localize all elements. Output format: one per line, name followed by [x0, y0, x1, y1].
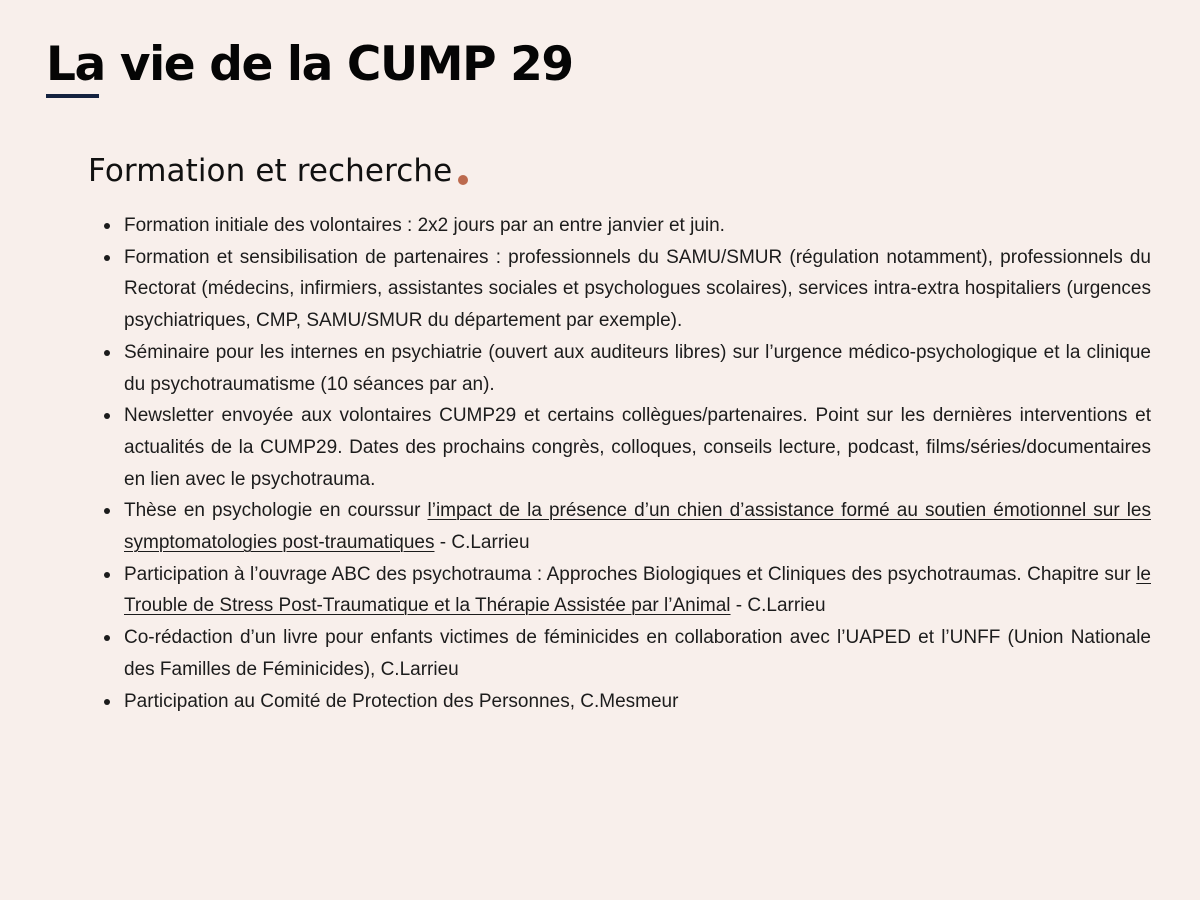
section-heading-text: Formation et recherche [88, 153, 453, 189]
thesis-text-before-link: Thèse en psychologie en courssur [124, 500, 428, 522]
title-underline [46, 94, 99, 98]
formation-research-list [124, 210, 1151, 717]
chapter-link[interactable]: le Trouble de Stress Post-Traumatique et la Thérapie Assistée par l’Animal [124, 563, 1151, 617]
bullet-icon [104, 223, 110, 229]
list-item-seminar [124, 337, 1151, 400]
section-heading [88, 151, 468, 191]
bullet-icon [104, 508, 110, 514]
list-item-book-participation [124, 559, 1151, 622]
heading-accent-dot [458, 175, 468, 185]
list-item-thesis [124, 495, 1151, 558]
list-item-text: Formation initiale des volontaires : 2x2 jours par an entre janvier et juin. [124, 215, 725, 236]
list-item-ethics-committee [124, 686, 1151, 718]
list-item-newsletter [124, 400, 1151, 495]
bullet-icon [104, 255, 110, 261]
bullet-icon [104, 350, 110, 356]
bullet-icon [104, 635, 110, 641]
bullet-icon [104, 572, 110, 578]
list-item-text: Séminaire pour les internes en psychiatrie (ouvert aux auditeurs libres) sur l’urgence médico-psychologique et la clinique du psychotraumatisme (10 séances par an). [124, 341, 1151, 395]
list-item-partner-training [124, 242, 1151, 337]
list-item-text: Participation au Comité de Protection des Personnes, C.Mesmeur [124, 690, 679, 712]
list-item-text: Formation et sensibilisation de partenaires : professionnels du SAMU/SMUR (régulation notamment), professionnels du Rectorat (médecins, infirmiers, assistantes sociales et psychologues scolaires), services intra-extra hospitaliers (urgences psychiatriques, CMP, SAMU/SMUR du département par exemple). [124, 246, 1151, 332]
thesis-link[interactable]: l’impact de la présence d’un chien d’assistance formé au soutien émotionnel sur les symptomatologies post-traumatiques [124, 500, 1151, 554]
list-item-text: Newsletter envoyée aux volontaires CUMP29 et certains collègues/partenaires. Point sur les dernières interventions et actualités de la CUMP29. Dates des prochains congrès, colloques, conseils lecture, podcast, films/séries/documentaires en lien avec le psychotrauma. [124, 405, 1151, 490]
chapter-author: - C.Larrieu [730, 595, 826, 617]
list-item-initial-training [124, 210, 1151, 242]
book-text-before-link: Participation à l’ouvrage ABC des psychotrauma : Approches Biologiques et Cliniques des psychotraumas. Chapitre sur [124, 563, 1137, 585]
thesis-author: - C.Larrieu [434, 532, 530, 554]
list-item-text: Co-rédaction d’un livre pour enfants victimes de féminicides en collaboration avec l’UAPED et l’UNFF (Union Nationale des Familles de Féminicides), C.Larrieu [124, 627, 1151, 680]
list-item-children-book [124, 622, 1151, 685]
page-title: La vie de la CUMP 29 [46, 37, 573, 92]
bullet-icon [104, 413, 110, 419]
bullet-icon [104, 699, 110, 705]
